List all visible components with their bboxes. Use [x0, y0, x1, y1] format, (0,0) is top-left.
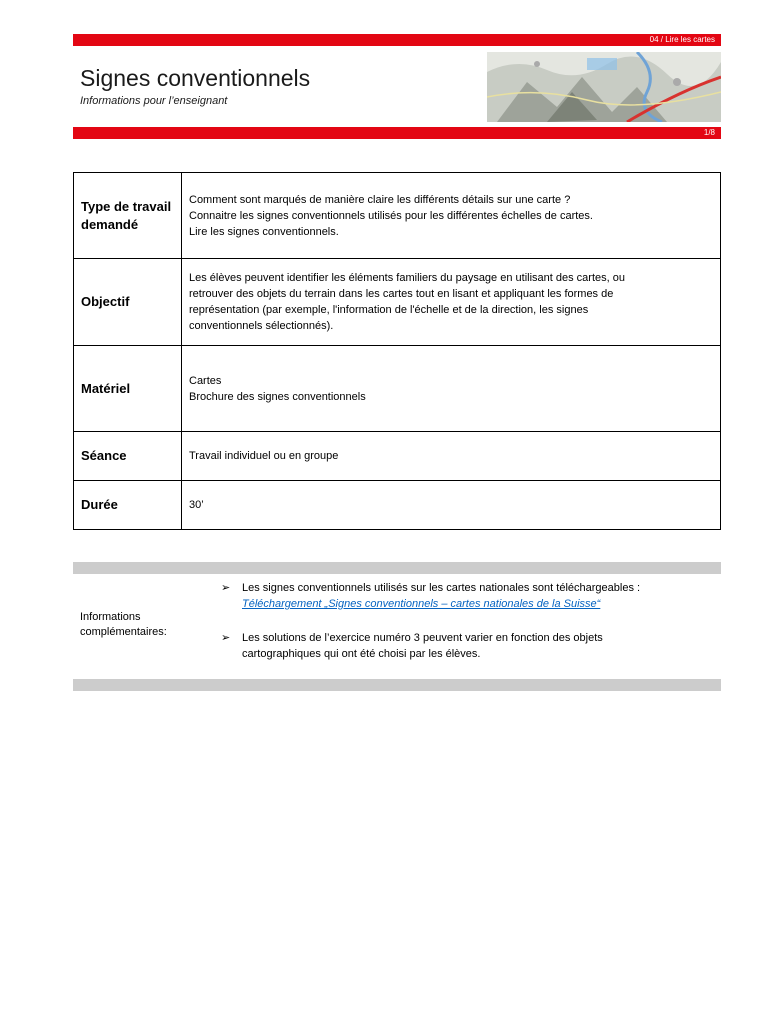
bullet-text: Les solutions de l’exercice numéro 3 peuvent varier en fonction des objets	[242, 632, 603, 644]
row-label: Séance	[74, 432, 182, 481]
bullet-text: cartographiques qui ont été choisi par les élèves.	[242, 648, 481, 660]
arrow-bullet-icon: ➢	[221, 582, 231, 594]
content-line: Les élèves peuvent identifier les éléments familiers du paysage en utilisant des cartes, ou	[189, 272, 625, 284]
page-number: 1/8	[703, 128, 715, 137]
content-line: Travail individuel ou en groupe	[189, 450, 339, 462]
info-label-line: complémentaires:	[80, 626, 167, 638]
table-row	[74, 173, 721, 259]
row-label: Objectif	[74, 259, 182, 346]
bullet-text: Les signes conventionnels utilisés sur les cartes nationales sont téléchargeables :	[242, 582, 641, 594]
row-label: Matériel	[74, 346, 182, 432]
header-red-bar-bottom	[73, 127, 721, 139]
info-label-line: Informations	[80, 611, 141, 623]
table-row	[74, 259, 721, 346]
content-line: Comment sont marqués de manière claire les différents détails sur une carte ?	[189, 193, 571, 206]
header-red-bar-top	[73, 34, 721, 46]
info-label	[80, 610, 167, 640]
content-line: conventionnels sélectionnés).	[189, 320, 334, 332]
row-content	[182, 481, 721, 530]
map-thumbnail-image	[487, 52, 721, 122]
row-label: Durée	[74, 481, 182, 530]
download-link[interactable]: Téléchargement „Signes conventionnels – cartes nationales de la Suisse“	[242, 598, 601, 610]
row-content	[182, 346, 721, 432]
row-content	[182, 259, 721, 346]
list-item	[221, 580, 711, 612]
content-line: Lire les signes conventionnels.	[189, 225, 339, 238]
row-label: Type de travail demandé	[74, 173, 182, 259]
info-divider-top	[73, 562, 721, 574]
content-line: Brochure des signes conventionnels	[189, 390, 366, 403]
table-row	[74, 481, 721, 530]
row-content	[182, 173, 721, 259]
page-subtitle: Informations pour l’enseignant	[80, 95, 228, 107]
content-line: Cartes	[189, 374, 222, 387]
table-row	[74, 346, 721, 432]
content-line: retrouver des objets du terrain dans les cartes tout en lisant et appliquant les formes de	[189, 288, 614, 300]
arrow-bullet-icon: ➢	[221, 632, 231, 644]
section-label: 04 / Lire les cartes	[649, 35, 715, 44]
info-divider-bottom	[73, 679, 721, 691]
info-bullets	[221, 580, 711, 662]
lesson-info-table	[73, 172, 721, 530]
content-line: représentation (par exemple, l'information de l'échelle et de la direction, les signes	[189, 304, 589, 316]
list-item	[221, 630, 711, 662]
content-line: Connaitre les signes conventionnels utilisés pour les différentes échelles de cartes.	[189, 209, 593, 222]
table-row	[74, 432, 721, 481]
row-content	[182, 432, 721, 481]
content-line: 30’	[189, 499, 204, 511]
page-title: Signes conventionnels	[80, 65, 311, 91]
